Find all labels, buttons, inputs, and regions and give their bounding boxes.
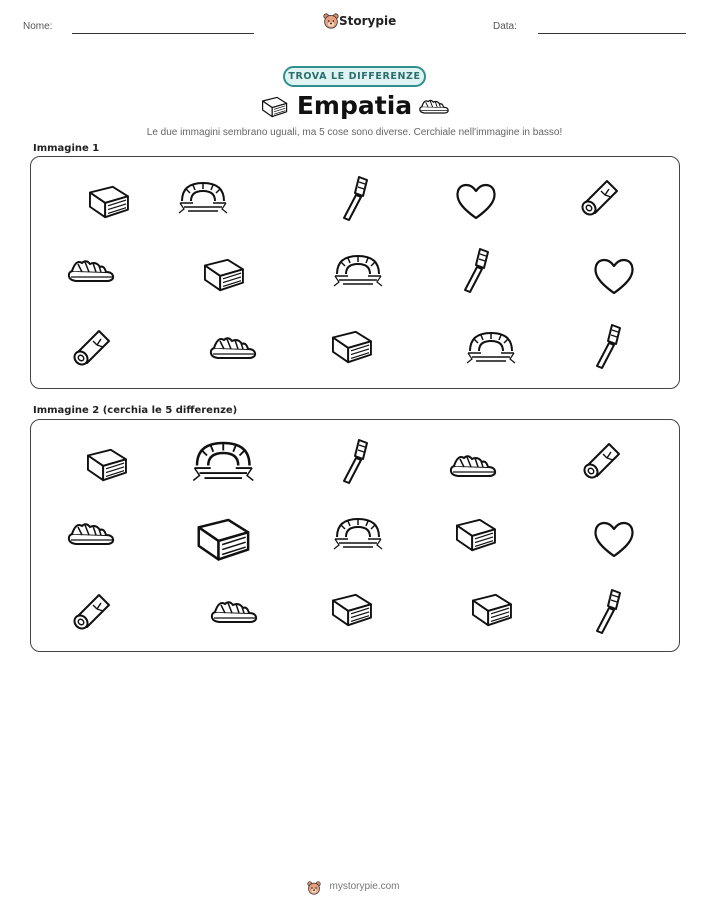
sandal-icon[interactable] [66, 518, 116, 548]
image1-panel [30, 156, 680, 389]
book-icon[interactable] [191, 515, 253, 564]
image1-label: Immagine 1 [33, 143, 100, 154]
bridge-icon[interactable] [192, 438, 255, 483]
name-line[interactable] [72, 33, 254, 34]
brand-name: Storypie [339, 14, 397, 28]
sandal-icon [208, 332, 258, 362]
book-icon[interactable] [467, 591, 515, 629]
book-icon [84, 183, 132, 221]
bridge-icon[interactable] [333, 515, 383, 551]
book-icon [327, 328, 375, 366]
storypie-logo [323, 13, 397, 33]
chisel-icon[interactable] [341, 437, 371, 487]
sandal-icon[interactable] [209, 596, 259, 626]
book-icon[interactable] [451, 516, 499, 554]
sandal-icon [418, 96, 450, 116]
book-icon [199, 256, 247, 294]
date-label: Data: [493, 21, 517, 32]
chisel-icon [462, 246, 492, 296]
activity-badge: TROVA LE DIFFERENZE [283, 66, 426, 87]
chisel-icon [594, 322, 624, 372]
bear-logo-icon [323, 13, 339, 29]
heart-icon [592, 256, 636, 296]
bridge-icon [333, 252, 383, 288]
scroll-icon [69, 325, 113, 369]
bridge-icon [466, 329, 516, 365]
image2-label: Immagine 2 (cerchia le 5 differenze) [33, 405, 238, 416]
chisel-icon [341, 174, 371, 224]
scroll-icon [577, 175, 621, 219]
date-line[interactable] [538, 33, 686, 34]
page-title: Empatia [296, 91, 413, 120]
heart-icon [454, 181, 498, 221]
scroll-icon[interactable] [579, 438, 623, 482]
footer-url: mystorypie.com [329, 881, 400, 892]
chisel-icon[interactable] [594, 587, 624, 637]
book-icon[interactable] [82, 446, 130, 484]
bridge-icon [178, 179, 228, 215]
sandal-icon [66, 255, 116, 285]
image2-panel[interactable] [30, 419, 680, 652]
instructions: Le due immagini sembrano uguali, ma 5 cose sono diverse. Cerchiale nell'immagine in basso! [146, 127, 563, 138]
scroll-icon[interactable] [69, 589, 113, 633]
heart-icon[interactable] [592, 519, 636, 559]
sandal-icon[interactable] [448, 450, 498, 480]
name-label: Nome: [23, 21, 53, 32]
book-icon[interactable] [327, 591, 375, 629]
